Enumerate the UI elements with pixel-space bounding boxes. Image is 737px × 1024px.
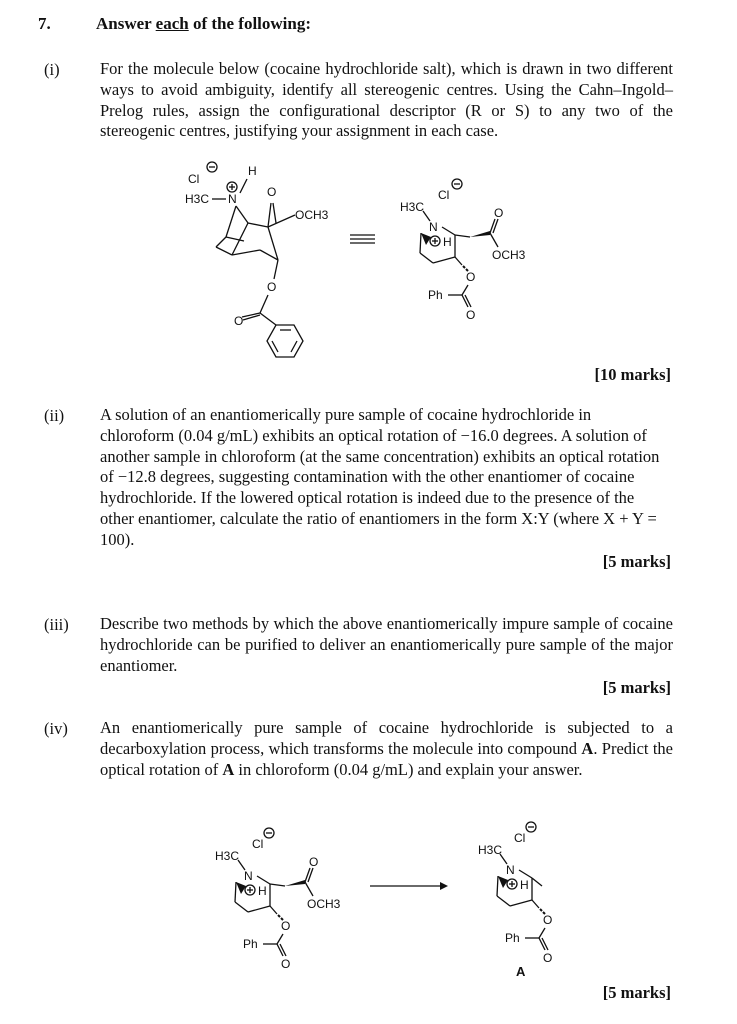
cl-label-3: Cl — [252, 837, 264, 851]
part-i-text: For the molecule below (cocaine hydrochloride salt), which is drawn in two different ways to avoid ambiguity, identify all stereogenic centres. Using the Cahn–Ingold–Prelog rules, assign the configurational descriptor (R or S) to any two of the stereogenic centres, justifying your assignment in each case. — [100, 59, 673, 141]
o-ester-label-4: O — [543, 913, 553, 927]
h-label-2: H — [443, 235, 452, 249]
part-i-marks: [10 marks] — [594, 365, 671, 384]
h-label-3: H — [258, 884, 267, 898]
o-label-2: O — [494, 206, 504, 220]
o-carbonyl-label-2: O — [466, 308, 476, 322]
part-iv-marks: [5 marks] — [602, 983, 671, 1002]
title-prefix: Answer — [96, 14, 156, 33]
cocaine-3d-structure-start — [215, 828, 341, 971]
part-iv-text-a: An enantiomerically pure sample of cocaine hydrochloride is subjected to a decarboxylation process, which transforms the molecule into compound — [100, 718, 673, 758]
h-label-4: H — [520, 878, 529, 892]
part-ii-text: A solution of an enantiomerically pure sample of cocaine hydrochloride in chloroform (0.04 g/mL) exhibits an optical rotation of −16.0 degrees. A solution of another sample in chloroform (at the same concentration) exhibits an optical rotation of −12.8 degrees, suggesting contamination with the other enantiomer of cocaine hydrochloride. If the lowered optical rotation is indeed due to the presence of the other enantiomer, calculate the ratio of enantiomers in the form X:Y (where X + Y = 100). — [100, 405, 660, 549]
o-carbonyl-label: O — [234, 314, 244, 328]
o-ester-label-2: O — [466, 270, 476, 284]
ph-label-3: Ph — [505, 931, 520, 945]
question-title — [96, 14, 311, 34]
och3-label: OCH3 — [295, 208, 329, 222]
n-label-4: N — [506, 863, 515, 877]
cocaine-skeletal-structure — [185, 162, 329, 357]
h-label: H — [248, 164, 257, 178]
o-ester-label-3: O — [281, 919, 291, 933]
title-emphasis: each — [155, 14, 189, 33]
part-iii-marks: [5 marks] — [602, 678, 671, 697]
cocaine-3d-structure — [400, 179, 526, 322]
ph-label-2: Ph — [243, 937, 258, 951]
o-label: O — [267, 185, 277, 199]
part-iv-text-b: . Predict the optical rotation of — [100, 738, 673, 779]
och3-label-3: OCH3 — [307, 897, 341, 911]
cl-label-4: Cl — [514, 831, 526, 845]
h3c-label-2: H3C — [400, 200, 425, 214]
part-iv-text-c: in chloroform (0.04 g/mL) and explain your answer. — [234, 759, 583, 779]
compound-a-ref: A — [581, 738, 594, 758]
cl-label: Cl — [188, 172, 200, 186]
h3c-label-4: H3C — [478, 843, 503, 857]
part-iv-label: (iv) — [44, 719, 68, 738]
compound-a-ref-2: A — [222, 759, 235, 779]
n-label: N — [228, 192, 237, 206]
och3-label-2: OCH3 — [492, 248, 526, 262]
n-label-2: N — [429, 220, 438, 234]
part-iii-label: (iii) — [44, 615, 69, 634]
title-suffix: of the following: — [188, 14, 312, 33]
o-carbonyl-label-3: O — [281, 957, 291, 971]
decarboxylation-scheme-figure — [200, 820, 570, 985]
compound-a-label: A — [516, 964, 526, 979]
cocaine-structures-figure — [150, 155, 570, 365]
ph-label: Ph — [428, 288, 443, 302]
part-ii-marks: [5 marks] — [602, 552, 671, 571]
part-ii-label: (ii) — [44, 406, 65, 425]
part-iii-text: Describe two methods by which the above enantiomerically impure sample of cocaine hydrochloride can be purified to deliver an enantiomerically pure sample of the major enantiomer. — [100, 614, 673, 675]
o-carbonyl-label-4: O — [543, 951, 553, 965]
o-label-3: O — [309, 855, 319, 869]
h3c-label-3: H3C — [215, 849, 240, 863]
part-i-label: (i) — [44, 60, 60, 79]
compound-a-structure — [478, 822, 552, 979]
n-label-3: N — [244, 869, 253, 883]
o-ester-label: O — [267, 280, 277, 294]
question-number: 7. — [38, 14, 51, 33]
cl-label-2: Cl — [438, 188, 450, 202]
part-iv-text — [100, 718, 673, 780]
h3c-label: H3C — [185, 192, 210, 206]
